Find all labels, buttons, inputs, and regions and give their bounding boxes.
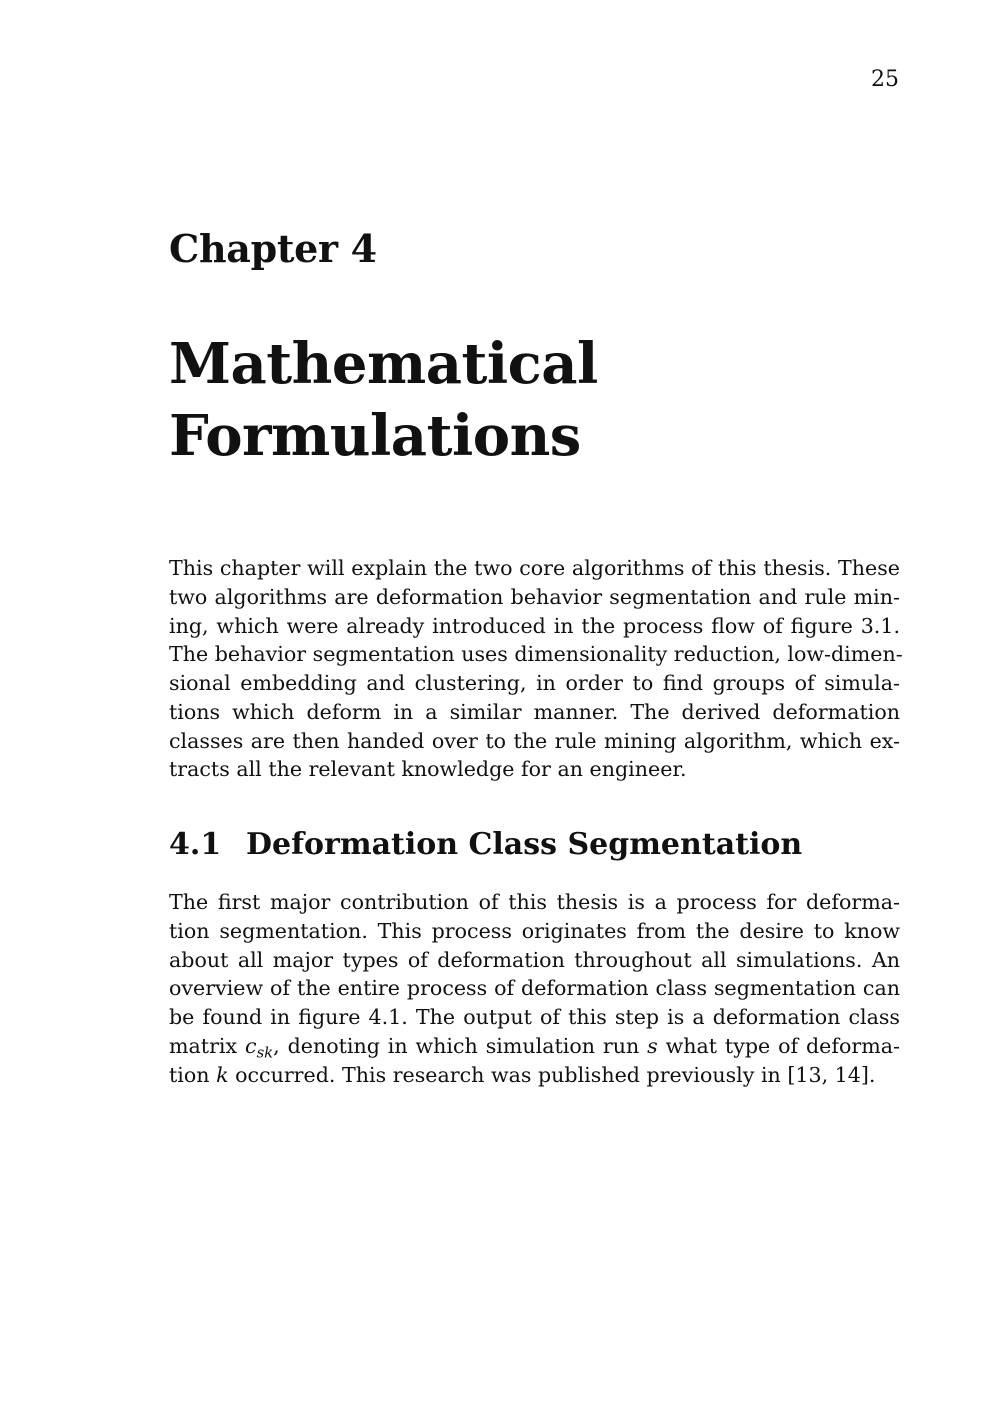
math-s: s — [647, 1033, 658, 1058]
paragraph-line: The first major contribution of this thesis is a process for deforma- — [169, 890, 900, 914]
math-c-sk — [245, 1033, 274, 1062]
text-run: what type of deforma- — [657, 1033, 900, 1058]
math-base: c — [245, 1033, 257, 1058]
section-paragraph — [169, 888, 900, 1089]
section-heading — [169, 825, 802, 865]
paragraph-line: be found in figure 4.1. The output of this step is a deformation class — [169, 1005, 900, 1029]
paragraph-line: The behavior segmentation uses dimensionality reduction, low-dimen- — [169, 642, 903, 667]
paragraph-line: sional embedding and clustering, in order to find groups of simula- — [169, 671, 900, 695]
paragraph-line: tion segmentation. This process originates from the desire to know — [169, 918, 900, 943]
paragraph-line: about all major types of deformation throughout all simulations. An — [169, 947, 900, 972]
chapter-label: Chapter 4 — [169, 226, 377, 271]
paragraph-line: tracts all the relevant knowledge for an engineer. — [169, 757, 687, 782]
intro-paragraph — [169, 554, 903, 784]
section-number: 4.1 — [169, 827, 222, 862]
text-run: occurred. This research was published previously in [13, 14]. — [228, 1062, 876, 1087]
paragraph-line: classes are then handed over to the rule mining algorithm, which ex- — [169, 728, 900, 753]
paragraph-line — [169, 1032, 900, 1061]
chapter-title-line: Mathematical — [169, 331, 598, 397]
paragraph-line: This chapter will explain the two core algorithms of this thesis. These — [169, 556, 900, 580]
math-subscript: sk — [256, 1044, 274, 1062]
paragraph-line: tions which deform in a similar manner. The derived deformation — [169, 699, 900, 724]
chapter-title-line: Formulations — [169, 403, 581, 469]
text-run: tion — [169, 1062, 217, 1087]
chapter-title — [169, 328, 869, 472]
text-run: matrix — [169, 1033, 246, 1058]
paragraph-line — [169, 1061, 900, 1090]
paragraph-line: two algorithms are deformation behavior segmentation and rule min- — [169, 584, 900, 609]
section-title: Deformation Class Segmentation — [246, 827, 803, 862]
paragraph-line: overview of the entire process of deformation class segmentation can — [169, 976, 900, 1001]
text-run: , denoting in which simulation run — [273, 1033, 648, 1058]
paragraph-line: ing, which were already introduced in the process flow of figure 3.1. — [169, 613, 900, 638]
page-number: 25 — [871, 67, 899, 92]
math-k: k — [216, 1062, 229, 1087]
